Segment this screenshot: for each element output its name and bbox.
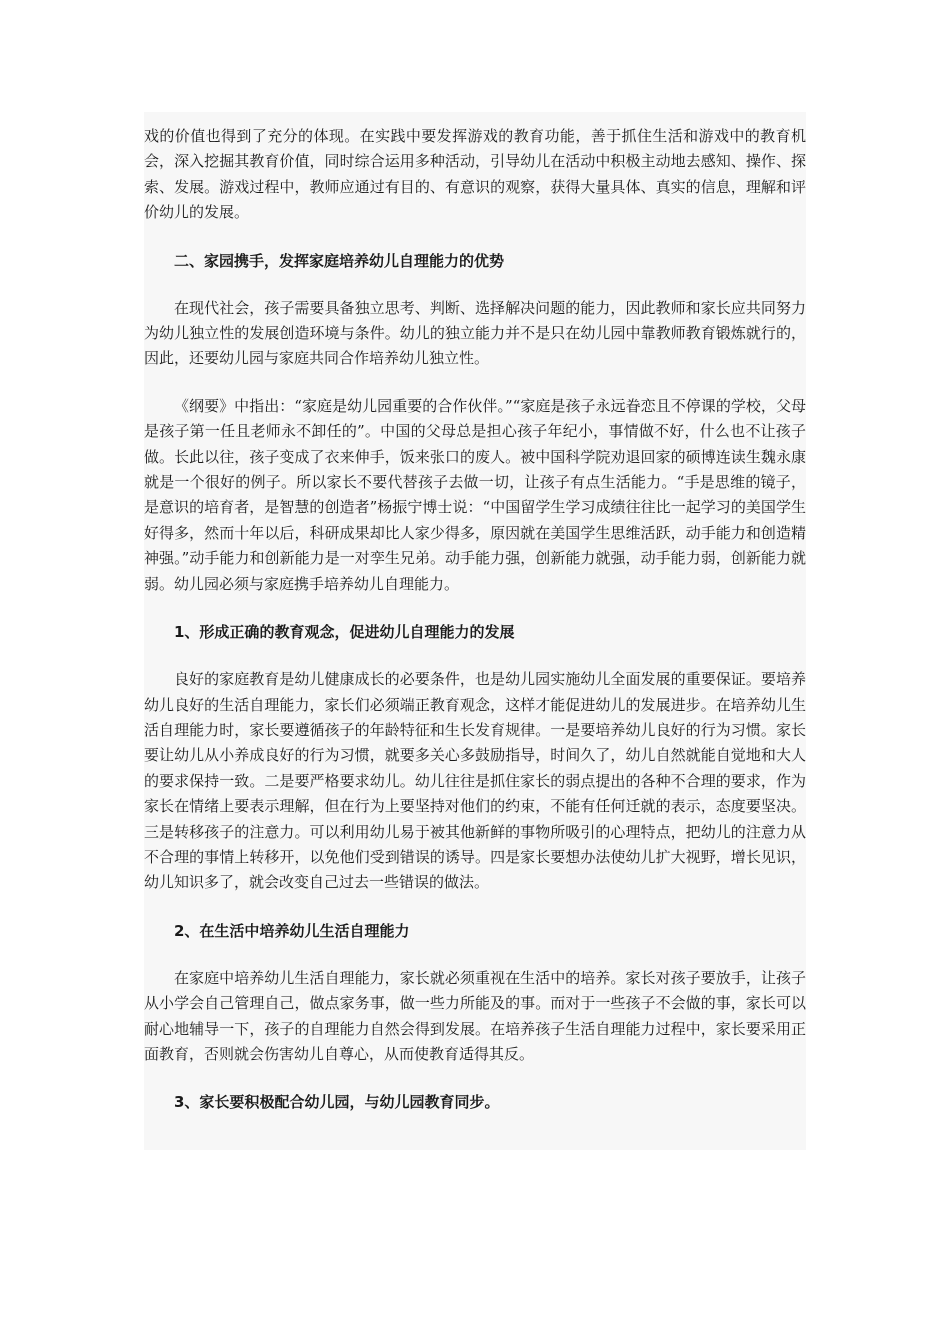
paragraph-intro: 戏的价值也得到了充分的体现。在实践中要发挥游戏的教育功能，善于抓住生活和游戏中的教育机会，深入挖掘其教育价值，同时综合运用多种活动，引导幼儿在活动中积极主动地去感知、操作、探索、发展。游戏过程中，教师应通过有目的、有意识的观察，获得大量具体、真实的信息，理解和评价幼儿的发展。: [144, 127, 806, 222]
article-body: [144, 112, 806, 1150]
paragraph-2-2: 在家庭中培养幼儿生活自理能力，家长就必须重视在生活中的培养。家长对孩子要放手，让孩子从小学会自己管理自己，做点家务事，做一些力所能及的事。而对于一些孩子不会做的事，家长可以耐心地辅导一下，孩子的自理能力自然会得到发展。在培养孩子生活自理能力过程中，家长要采用正面教育，否则就会伤害幼儿自尊心，从而使教育适得其反。: [144, 968, 806, 1063]
paragraph-2-1: 良好的家庭教育是幼儿健康成长的必要条件，也是幼儿园实施幼儿全面发展的重要保证。要培养幼儿良好的生活自理能力，家长们必须端正教育观念，这样才能促进幼儿的发展进步。在培养幼儿生活自理能力时，家长要遵循孩子的年龄特征和生长发育规律。一是要培养幼儿良好的行为习惯。家长要让幼儿从小养成良好的行为习惯，就要多关心多鼓励指导，时间久了，幼儿自然就能自觉地和大人的要求保持一致。二是要严格要求幼儿。幼儿往往是抓住家长的弱点提出的各种不合理的要求，作为家长在情绪上要表示理解，但在行为上要坚持对他们的约束，不能有任何迁就的表示，态度要坚决。三是转移孩子的注意力。可以利用幼儿易于被其他新鲜的事物所吸引的心理特点，把幼儿的注意力从不合理的事情上转移开，以免他们受到错误的诱导。四是家长要想办法使幼儿扩大视野，增长见识，幼儿知识多了，就会改变自己过去一些错误的做法。: [144, 670, 806, 892]
subsection-heading-2-1: 1、形成正确的教育观念，促进幼儿自理能力的发展: [174, 623, 515, 642]
paragraph-2b: 《纲要》中指出：“家庭是幼儿园重要的合作伙伴。”“家庭是孩子永远眷恋且不停课的学校，父母是孩子第一任且老师永不卸任的”。中国的父母总是担心孩子年纪小，事情做不好，什么也不让孩子做。长此以往，孩子变成了衣来伸手，饭来张口的废人。被中国科学院劝退回家的硕博连读生魏永康就是一个很好的例子。所以家长不要代替孩子去做一切，让孩子有点生活能力。“手是思维的镜子，是意识的培育者，是智慧的创造者”杨振宁博士说：“中国留学生学习成绩往往比一起学习的美国学生好得多，然而十年以后，科研成果却比人家少得多，原因就在美国学生思维活跃，动手能力和创造精神强。”动手能力和创新能力是一对孪生兄弟。动手能力强，创新能力就强，动手能力弱，创新能力就弱。幼儿园必须与家庭携手培养幼儿自理能力。: [144, 396, 806, 593]
section-heading-2: 二、家园携手，发挥家庭培养幼儿自理能力的优势: [174, 251, 505, 270]
paragraph-2a: 在现代社会，孩子需要具备独立思考、判断、选择解决问题的能力，因此教师和家长应共同努力为幼儿独立性的发展创造环境与条件。幼儿的独立能力并不是只在幼儿园中靠教师教育锻炼就行的，因此，还要幼儿园与家庭共同合作培养幼儿独立性。: [144, 298, 806, 368]
subsection-heading-2-2: 2、在生活中培养幼儿生活自理能力: [174, 921, 410, 940]
subsection-heading-2-3: 3、家长要积极配合幼儿园，与幼儿园教育同步。: [174, 1093, 500, 1112]
